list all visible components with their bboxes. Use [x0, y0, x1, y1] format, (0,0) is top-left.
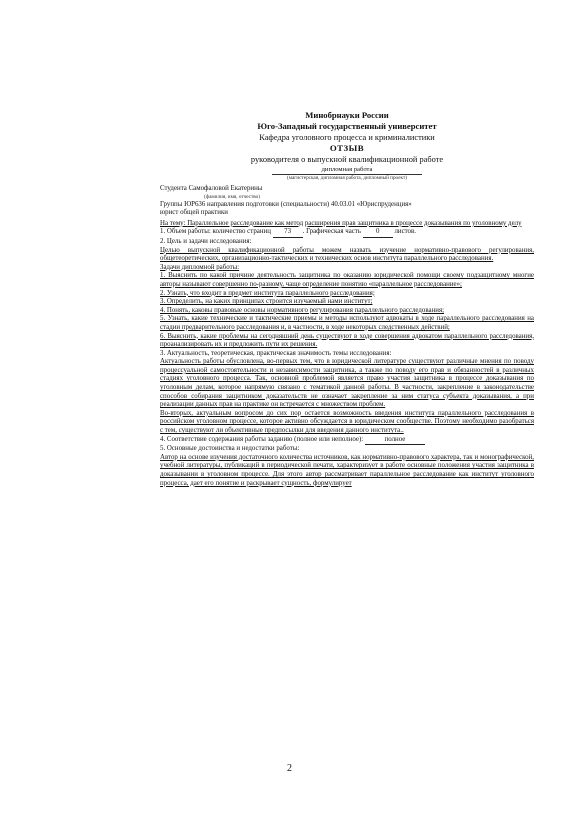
conformity-value: полное	[365, 436, 425, 446]
work-type: дипломная работа	[272, 166, 422, 175]
volume-middle: . Графическая часть	[302, 228, 361, 236]
group-line: Группы ЮР636 направления подготовки (специальности) 40.03.01 «Юриспруденция»	[160, 200, 412, 208]
task-item: 5. Узнать, какие технические и тактические приемы и методы используют адвокаты в ходе параллельного расследования на стадии предварительного расследования и, в частности, в ходе некоторых следственных действий;	[160, 315, 534, 331]
volume-line	[160, 228, 534, 238]
task-item: 6. Выяснить, какие проблемы на сегодняшний день существуют в ходе совершения адвокатом параллельного расследования, проанализировать их и предложить пути их решения.	[160, 332, 534, 349]
task-item: 3. Определить, на каких принципах строится изучаемый нами институт;	[160, 298, 373, 306]
page-number: 2	[287, 763, 292, 774]
student-hint: (фамилия, имя, отчество)	[204, 193, 260, 200]
task-item: 1. Выяснить по какой причине деятельность защитника по оказанию юридической помощи своему подзащитному многие авторы называют совершенно по-разному, чаще определение понятию «параллельное расследование»;	[160, 272, 534, 288]
merits-heading: 5. Основные достоинства и недостатки работы:	[160, 445, 300, 453]
volume-suffix: листов.	[394, 228, 416, 236]
task-item: 4. Понять, каковы правовые основы нормативного регулирования параллельного расследования;	[160, 306, 445, 314]
profile-line: юрист общей практики	[160, 209, 228, 217]
student-line: Студента Самофаловой Екатерины	[160, 185, 263, 192]
document-title: ОТЗЫВ	[329, 143, 365, 153]
ministry-name: Минобрнауки России	[305, 110, 389, 120]
task-item: 2. Узнать, что входит в предмет института параллельного расследования;	[160, 289, 375, 297]
department-name: Кафедра уголовного процесса и криминалистики	[259, 133, 435, 142]
goal-text: Целью выпускной квалификационной работы можем назвать изучение нормативно-правового регулирования, общетеоретических, организационно-тактических и технических основ института параллельного расследования.	[160, 246, 534, 263]
topic-label: На тему:	[160, 219, 186, 227]
relevance-paragraph-1: Актуальность работы обусловлена, во-первых тем, что в юридической литературе существуют различные мнения по поводу процессуальной самостоятельности и независимости защитника, а также по поводу его прав и обязанностей в различных стадиях уголовного процесса. Так, основной проблемой является право участия защитника в процессе доказывания по уголовным делам, которое напрямую связано с тематикой данной работы. В частности, закрепление в законодательстве способов собирания защитником доказательств не означает закрепление за ним статуса субъекта доказывания, а при реализации данных прав на практике он встречается с множеством проблем.	[160, 358, 534, 409]
goal-heading: 2. Цель и задачи исследования:	[160, 237, 252, 245]
relevance-heading: 3. Актуальность, теоретическая, практическая значимость темы исследования:	[160, 349, 392, 357]
work-type-hint: (магистерская, дипломная работа, дипломный проект)	[287, 175, 407, 181]
relevance-paragraph-2: Во-вторых, актуальным вопросом до сих пор остается возможность введения института параллельного расследования в российском уголовном процессе, которое активно обсуждается в юридическом сообществе. Поэтому необходимо разобраться с тем, существуют ли объективные предпосылки для введения данного института..	[160, 409, 534, 435]
document-subtitle: руководителя о выпускной квалификационной работе	[250, 155, 444, 164]
sheet-count: 0	[363, 228, 393, 238]
topic-line	[160, 220, 534, 229]
merits-text: Автор на основе изучения достаточного количества источников, как нормативно-правового характера, так и монографической, учебной литературы, публикаций в периодической печати, характеризует в работе основные положения участия защитника в доказывании в уголовном процессе. Для этого автор рассматривает параллельное расследование как институт уголовного процесса, дает его понятие и раскрывает сущность, формулирует	[160, 453, 534, 487]
conformity-line	[160, 436, 534, 446]
volume-prefix: 1. Объем работы: количество страниц	[160, 228, 271, 236]
topic-text: Параллельное расследование как метод расширения прав защитника в процессе доказывания по уголовному делу	[187, 219, 522, 227]
university-name: Юго-Западный государственный университет	[257, 121, 437, 131]
page-count: 73	[273, 228, 303, 238]
review-body	[160, 110, 534, 488]
tasks-heading: Задачи дипломной работы:	[160, 263, 240, 271]
conformity-label: 4. Соответствие содержания работы заданию (полное или неполное):	[160, 435, 364, 443]
